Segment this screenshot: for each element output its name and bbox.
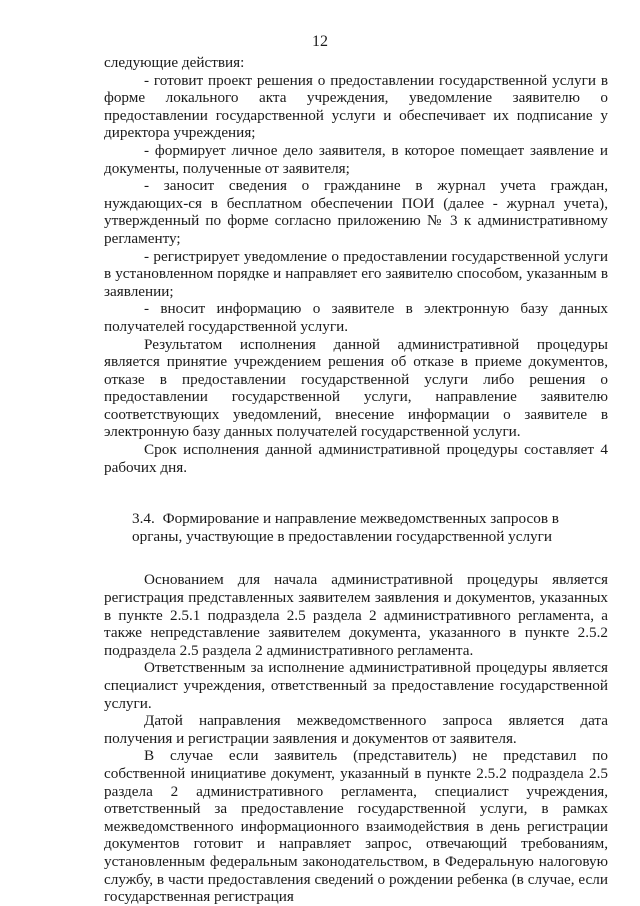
paragraph: - заносит сведения о гражданине в журнал учета граждан, нуждающих-ся в бесплатном обеспечении ПОИ (далее - журнал учета), утвержденный по форме согласно приложению № 3 к административному регламенту;	[104, 177, 608, 247]
paragraph: В случае если заявитель (представитель) не представил по собственной инициативе документ, указанный в пункте 2.5.2 подраздела 2.5 раздела 2 административного регламента, специалист учреждения, ответственный за предоставление государственной услуги, в рамках межведомственного информационного взаимодействия в день регистрации документов готовит и направляет запрос, отвечающий требованиям, установленным федеральным законодательством, в Федеральную налоговую службу, в части предоставления сведений о рождении ребенка (в случае, если государственная регистрация	[104, 747, 608, 906]
paragraph: - формирует личное дело заявителя, в которое помещает заявление и документы, полученные от заявителя;	[104, 141, 608, 177]
document-body	[104, 54, 608, 906]
section-title: Формирование и направление межведомственных запросов в органы, участвующие в предоставлении государственной услуги	[132, 510, 559, 545]
paragraph: - вносит информацию о заявителе в электронную базу данных получателей государственной услуги.	[104, 300, 608, 335]
paragraph: Ответственным за исполнение административной процедуры является специалист учреждения, ответственный за предоставление государственной услуги.	[104, 659, 608, 712]
section-heading	[104, 510, 608, 545]
page-number: 12	[312, 33, 328, 50]
section-number: 3.4.	[132, 510, 155, 528]
paragraph: Срок исполнения данной административной процедуры составляет 4 рабочих дня.	[104, 441, 608, 476]
paragraph: следующие действия:	[104, 54, 245, 71]
paragraph: Датой направления межведомственного запроса является дата получения и регистрации заявления и документов от заявителя.	[104, 712, 608, 747]
paragraph: - готовит проект решения о предоставлении государственной услуги в форме локального акта учреждения, уведомление заявителю о предоставлении государственной услуги и обеспечивает их подписание у директора учреждения;	[104, 71, 608, 142]
paragraph: Основанием для начала административной процедуры является регистрация представленных заявителем заявления и документов, указанных в пункте 2.5.1 подраздела 2.5 раздела 2 административного регламента, а также непредставление заявителем документа, указанного в пункте 2.5.2 подраздела 2.5 раздела 2 административного регламента.	[104, 571, 608, 659]
paragraph: Результатом исполнения данной административной процедуры является принятие учреждением решения об отказе в приеме документов, отказе в предоставлении государственной услуги либо решения о предоставлении государственной услуги, направление заявителю соответствующих уведомлений, внесение информации о заявителе в электронную базу данных получателей государственной услуги.	[104, 335, 608, 441]
paragraph: - регистрирует уведомление о предоставлении государственной услуги в установленном порядке и направляет его заявителю способом, указанным в заявлении;	[104, 247, 608, 300]
